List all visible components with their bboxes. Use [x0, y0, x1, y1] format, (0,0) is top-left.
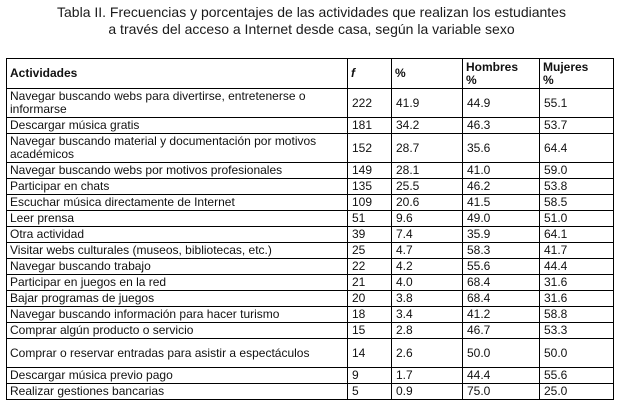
header-percent: % — [392, 59, 463, 89]
frequency-cell: 39 — [348, 227, 392, 243]
table-row — [7, 384, 614, 400]
women-percent-cell: 44.4 — [540, 259, 614, 275]
activity-cell: Leer prensa — [7, 211, 348, 227]
activity-cell: Navegar buscando webs para divertirse, entretenerse o informarse — [7, 89, 348, 118]
activity-cell: Participar en chats — [7, 179, 348, 195]
activity-cell: Descargar música previo pago — [7, 368, 348, 384]
men-percent-cell: 58.3 — [463, 243, 540, 259]
percent-cell: 3.8 — [392, 291, 463, 307]
women-percent-cell: 55.6 — [540, 368, 614, 384]
header-men-percent — [463, 59, 540, 89]
header-men-label: Hombres — [466, 60, 519, 74]
men-percent-cell: 41.0 — [463, 163, 540, 179]
women-percent-cell: 50.0 — [540, 339, 614, 368]
women-percent-cell: 31.6 — [540, 291, 614, 307]
women-percent-cell: 25.0 — [540, 384, 614, 400]
men-percent-cell: 55.6 — [463, 259, 540, 275]
men-percent-cell: 75.0 — [463, 384, 540, 400]
women-percent-cell: 53.8 — [540, 179, 614, 195]
table-row — [7, 195, 614, 211]
frequency-cell: 21 — [348, 275, 392, 291]
frequency-cell: 9 — [348, 368, 392, 384]
percent-cell: 4.7 — [392, 243, 463, 259]
frequency-table — [6, 58, 614, 400]
frequency-cell: 14 — [348, 339, 392, 368]
activity-cell: Participar en juegos en la red — [7, 275, 348, 291]
table-caption — [0, 4, 623, 38]
percent-cell: 4.0 — [392, 275, 463, 291]
activity-cell: Bajar programas de juegos — [7, 291, 348, 307]
frequency-cell: 18 — [348, 307, 392, 323]
men-percent-cell: 41.5 — [463, 195, 540, 211]
activity-cell: Descargar música gratis — [7, 118, 348, 134]
percent-cell: 2.8 — [392, 323, 463, 339]
percent-cell: 4.2 — [392, 259, 463, 275]
frequency-cell: 5 — [348, 384, 392, 400]
women-percent-cell: 53.3 — [540, 323, 614, 339]
women-percent-cell: 51.0 — [540, 211, 614, 227]
activity-cell: Escuchar música directamente de Internet — [7, 195, 348, 211]
percent-cell: 28.1 — [392, 163, 463, 179]
frequency-cell: 181 — [348, 118, 392, 134]
frequency-cell: 109 — [348, 195, 392, 211]
frequency-cell: 222 — [348, 89, 392, 118]
percent-cell: 3.4 — [392, 307, 463, 323]
percent-cell: 28.7 — [392, 134, 463, 163]
percent-cell: 20.6 — [392, 195, 463, 211]
caption-line-1: Tabla II. Frecuencias y porcentajes de las actividades que realizan los estudiantes — [57, 4, 566, 20]
percent-cell: 2.6 — [392, 339, 463, 368]
activity-cell: Otra actividad — [7, 227, 348, 243]
header-activities: Actividades — [7, 59, 348, 89]
percent-cell: 34.2 — [392, 118, 463, 134]
frequency-cell: 152 — [348, 134, 392, 163]
frequency-cell: 135 — [348, 179, 392, 195]
table-row — [7, 89, 614, 118]
table-row — [7, 134, 614, 163]
men-percent-cell: 68.4 — [463, 291, 540, 307]
frequency-cell: 20 — [348, 291, 392, 307]
activity-cell: Navegar buscando material y documentación por motivos académicos — [7, 134, 348, 163]
men-percent-cell: 41.2 — [463, 307, 540, 323]
table-row — [7, 339, 614, 368]
table-row — [7, 291, 614, 307]
header-frequency: f — [348, 59, 392, 89]
table-row — [7, 227, 614, 243]
activity-cell: Navegar buscando información para hacer turismo — [7, 307, 348, 323]
women-percent-cell: 55.1 — [540, 89, 614, 118]
table-header-row — [7, 59, 614, 89]
header-women-unit: % — [543, 73, 554, 87]
header-women-label: Mujeres — [543, 60, 589, 74]
table-row — [7, 211, 614, 227]
women-percent-cell: 64.1 — [540, 227, 614, 243]
percent-cell: 1.7 — [392, 368, 463, 384]
men-percent-cell: 68.4 — [463, 275, 540, 291]
women-percent-cell: 64.4 — [540, 134, 614, 163]
men-percent-cell: 50.0 — [463, 339, 540, 368]
men-percent-cell: 44.4 — [463, 368, 540, 384]
percent-cell: 41.9 — [392, 89, 463, 118]
women-percent-cell: 41.7 — [540, 243, 614, 259]
caption-line-2: a través del acceso a Internet desde casa, según la variable sexo — [108, 21, 515, 37]
percent-cell: 0.9 — [392, 384, 463, 400]
activity-cell: Navegar buscando webs por motivos profesionales — [7, 163, 348, 179]
men-percent-cell: 46.7 — [463, 323, 540, 339]
frequency-cell: 15 — [348, 323, 392, 339]
women-percent-cell: 59.0 — [540, 163, 614, 179]
activity-cell: Visitar webs culturales (museos, bibliotecas, etc.) — [7, 243, 348, 259]
frequency-cell: 22 — [348, 259, 392, 275]
men-percent-cell: 46.3 — [463, 118, 540, 134]
frequency-cell: 149 — [348, 163, 392, 179]
activity-cell: Comprar o reservar entradas para asistir a espectáculos — [7, 339, 348, 368]
percent-cell: 7.4 — [392, 227, 463, 243]
men-percent-cell: 44.9 — [463, 89, 540, 118]
men-percent-cell: 49.0 — [463, 211, 540, 227]
women-percent-cell: 58.5 — [540, 195, 614, 211]
frequency-cell: 51 — [348, 211, 392, 227]
table-row — [7, 179, 614, 195]
header-men-unit: % — [466, 73, 477, 87]
percent-cell: 9.6 — [392, 211, 463, 227]
table-row — [7, 307, 614, 323]
percent-cell: 25.5 — [392, 179, 463, 195]
men-percent-cell: 35.6 — [463, 134, 540, 163]
frequency-cell: 25 — [348, 243, 392, 259]
men-percent-cell: 46.2 — [463, 179, 540, 195]
header-women-percent — [540, 59, 614, 89]
women-percent-cell: 31.6 — [540, 275, 614, 291]
activity-cell: Realizar gestiones bancarias — [7, 384, 348, 400]
women-percent-cell: 53.7 — [540, 118, 614, 134]
table-row — [7, 118, 614, 134]
women-percent-cell: 58.8 — [540, 307, 614, 323]
table-row — [7, 368, 614, 384]
table-row — [7, 275, 614, 291]
table-row — [7, 163, 614, 179]
men-percent-cell: 35.9 — [463, 227, 540, 243]
table-row — [7, 259, 614, 275]
table-row — [7, 243, 614, 259]
table-row — [7, 323, 614, 339]
activity-cell: Navegar buscando trabajo — [7, 259, 348, 275]
activity-cell: Comprar algún producto o servicio — [7, 323, 348, 339]
